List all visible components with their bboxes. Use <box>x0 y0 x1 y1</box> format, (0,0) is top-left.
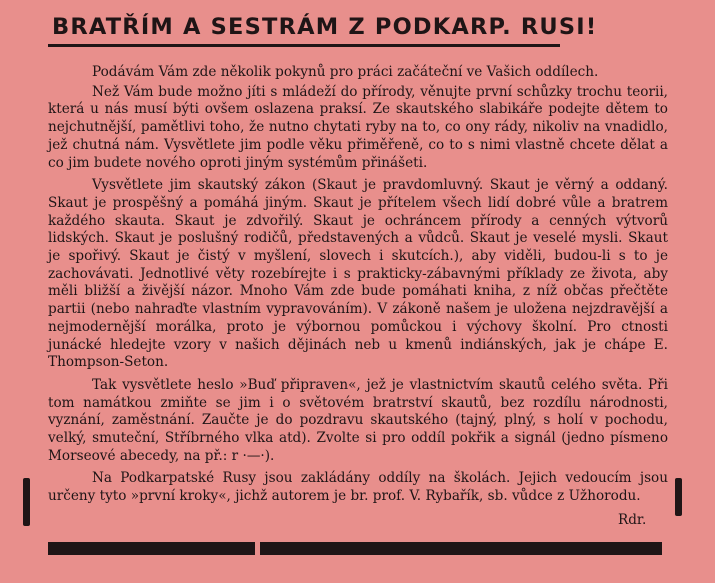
right-margin-marker <box>675 478 682 516</box>
paragraph-scout-law: Vysvětlete jim skautský zákon (Skaut je pravdomluvný. Skaut je věrný a oddaný. Skaut je prospěšný a pomáhá jiným. Skaut je přítelem všech lidí dobré vůle a bratrem každého skauta. Skaut je zdvořilý. Skaut je ochráncem přírody a cenných výtvorů lidských. Skaut je poslušný rodičů, představených a vůdců. Skaut je veselé mysli. Skaut je spořivý. Skaut je čistý v myšlení, slovech i skutcích.), aby viděli, budou-li s to je zachovávati. Jednotlivé věty rozebírejte i s prakticky-zábavnými příklady ze života, aby měli bližší a živější názor. Mnoho Vám zde bude pomáhati kniha, z níž občas přečtěte partii (nebo nahraďte vlastním vypravováním). V zákoně našem je uložena nejzdravější a nejmodernější morálka, proto je výbornou pomůckou i výchovy školní. Pro ctnosti junácké hledejte vzory v našich dějinách neb u kmenů indiánských, jak je chápe E. Thompson-Seton. <box>48 177 668 371</box>
left-margin-marker <box>23 478 30 526</box>
article-body <box>48 64 668 511</box>
bottom-rule-right <box>260 542 662 555</box>
bottom-rule-left <box>48 542 255 555</box>
title-underline <box>48 44 560 47</box>
paragraph-intro: Podávám Vám zde několik pokynů pro práci začáteční ve Vašich oddílech. <box>92 64 599 80</box>
article-title: BRATŘÍM A SESTRÁM Z PODKARP. RUSI! <box>52 14 598 40</box>
author-signature: Rdr. <box>618 512 647 528</box>
paragraph-motto: Tak vysvětlete heslo »Buď připraven«, jež je vlastnictvím skautů celého světa. Při tom namátkou zmiňte se jim i o světovém bratrství skautů, bez rozdílu národnosti, vyznání, zaměstnání. Zaučte je do pozdravu skautského (tajný, plný, s holí v pochodu, velký, smuteční, Stříbrného vlka atd). Zvolte si pro oddíl pokřik a signál (jedno písmeno Morseové abecedy, na př.: r ·—·). <box>48 376 668 464</box>
paragraph-closing: Na Podkarpatské Rusy jsou zakládány oddíly na školách. Jejich vedoucím jsou určeny tyto »první kroky«, jichž autorem je br. prof. V. Rybařík, sb. vůdce z Užhorodu. <box>48 470 668 505</box>
paragraph-theory: Než Vám bude možno jíti s mládeží do přírody, věnujte první schůzky trochu teorii, která u nás musí býti ovšem oslazena praksí. Ze skautského slabikáře podejte dětem to nejchutnější, pamětlivi toho, že nutno chytati ryby na to, co ony rády, nikoliv na vnadidlo, jež chutná nám. Vysvětlete jim podle věku přiměřeně, co to s nimi vlastně chcete dělat a co jim budete nového oproti jiným systémům přinášeti. <box>48 83 668 171</box>
